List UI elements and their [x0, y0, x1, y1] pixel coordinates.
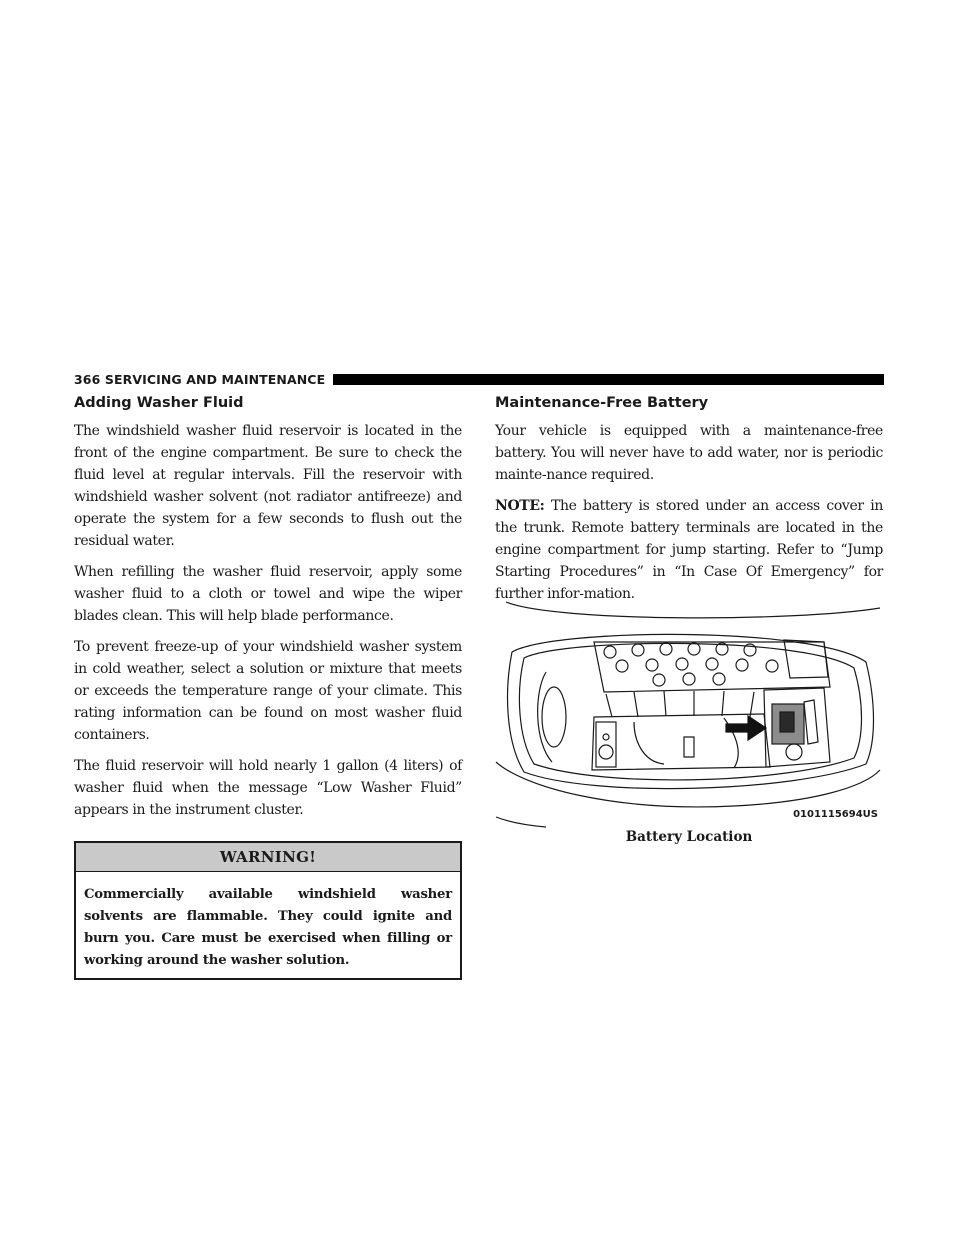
right-column: [495, 393, 883, 614]
page-number: 366 SERVICING AND MAINTENANCE: [74, 371, 326, 387]
paragraph: The fluid reservoir will hold nearly 1 gallon (4 liters) of washer fluid when the message “Low Washer Fluid” appears in the instrument cluster.: [74, 758, 462, 818]
header-rule: [333, 374, 884, 385]
page-header: [74, 370, 884, 388]
paragraph: Your vehicle is equipped with a maintenance-free battery. You will never have to add water, nor is periodic mainte-nance required.: [495, 423, 883, 483]
floor-holes: [604, 643, 778, 686]
warning-text: Commercially available windshield washer solvents are flammable. They could ignite and burn you. Care must be exercised when filling or working around the washer solution.: [84, 887, 452, 968]
trunk-illustration: [494, 592, 884, 828]
section-heading: Maintenance-Free Battery: [495, 395, 709, 411]
note-label: NOTE:: [495, 498, 545, 514]
paragraph: When refilling the washer fluid reservoir, apply some washer fluid to a cloth or towel and wipe the wiper blades clean. This will help blade performance.: [74, 564, 462, 624]
note-paragraph: [495, 495, 883, 605]
warning-box: [74, 841, 462, 980]
left-column: [74, 393, 462, 980]
section-heading: Adding Washer Fluid: [74, 395, 244, 411]
battery-location-figure: [494, 592, 884, 828]
paragraph: The windshield washer fluid reservoir is located in the front of the engine compartment. Be sure to check the fluid level at regular intervals. Fill the reservoir with windshield washer solvent (not radiator antifreeze) and operate the system for a few seconds to flush out the residual water.: [74, 423, 462, 549]
note-text: The battery is stored under an access cover in the trunk. Remote battery terminals are located in the engine compartment for jump starting. Refer to “Jump Starting Procedures” in “In Case Of Emergency” for further infor-mation.: [495, 498, 883, 602]
figure-caption: Battery Location: [625, 829, 753, 845]
paragraph: To prevent freeze-up of your windshield washer system in cold weather, select a solution or mixture that meets or exceeds the temperature range of your climate. This rating information can be found on most washer fluid containers.: [74, 639, 462, 743]
figure-code: 0101115694US: [793, 809, 878, 820]
warning-title: WARNING!: [76, 843, 460, 872]
